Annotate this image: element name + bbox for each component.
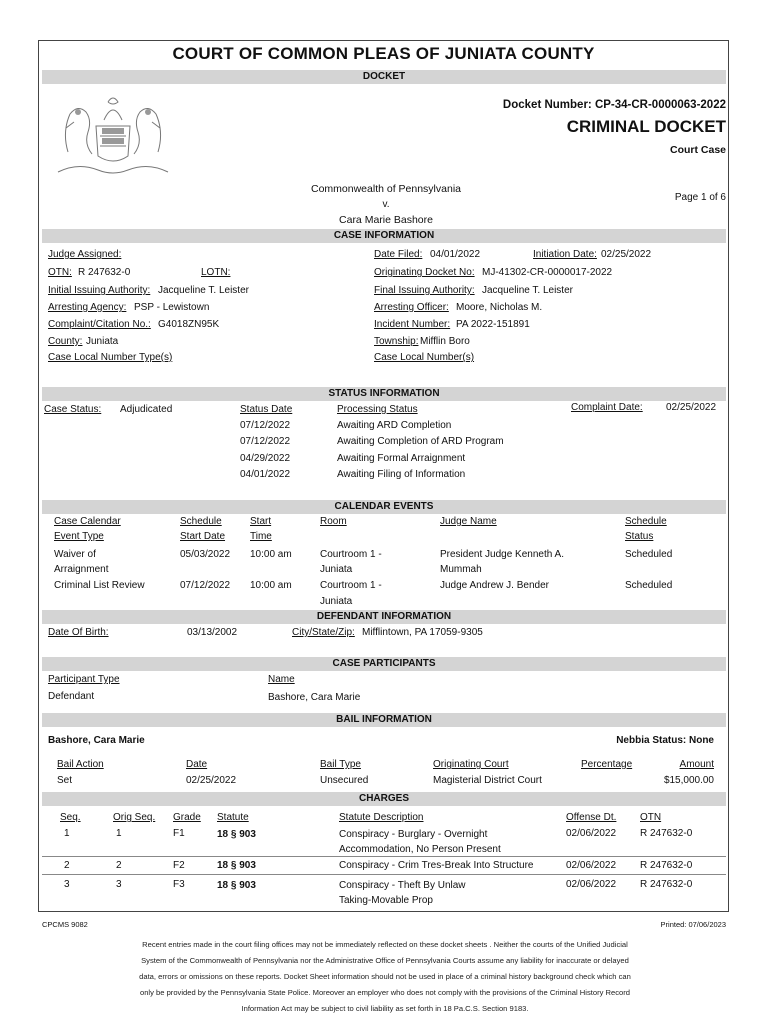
charge-offense-date: 02/06/2022 — [566, 828, 617, 839]
col-start-time: Time — [250, 531, 272, 542]
col-schedule-date: Start Date — [180, 531, 226, 542]
charge-description: Conspiracy - Burglary - Overnight — [339, 829, 488, 840]
col-start-time: Start — [250, 516, 272, 527]
disclaimer-line: System of the Commonwealth of Pennsylvania nor the Administrative Office of Pennsylvania Courts assume any liability for inaccurate or delayed — [141, 956, 629, 965]
page-info: Page 1 of 6 — [674, 192, 726, 203]
incident-number-label: Incident Number: — [374, 319, 451, 330]
disclaimer-line: Information Act may be subject to civil liability as set forth in 18 Pa.C.S. Section 9183. — [241, 1004, 529, 1013]
col-judge-name: Judge Name — [440, 516, 497, 527]
county: Juniata — [86, 336, 119, 347]
initiation-date-label: Initiation Date: — [533, 249, 597, 260]
charge-otn: R 247632-0 — [640, 860, 693, 871]
charge-statute: 18 § 903 — [217, 829, 256, 840]
city-state-zip-label: City/State/Zip: — [292, 627, 355, 638]
nebbia-status: Nebbia Status: None — [616, 735, 714, 746]
charge-description: Conspiracy - Crim Tres-Break Into Structure — [339, 860, 534, 871]
charge-grade: F2 — [173, 860, 185, 871]
charges-heading: CHARGES — [42, 792, 726, 806]
participant-type: Defendant — [48, 691, 95, 702]
participant-name: Bashore, Cara Marie — [268, 692, 361, 703]
initial-authority: Jacqueline T. Leister — [158, 285, 249, 296]
col-schedule-status: Schedule — [625, 516, 667, 527]
lotn-label: LOTN: — [201, 267, 231, 278]
participant-name-label: Name — [268, 674, 295, 685]
status-row-date: 07/12/2022 — [240, 436, 291, 447]
event-date: 07/12/2022 — [180, 580, 231, 591]
charge-statute: 18 § 903 — [217, 880, 256, 891]
bail-person: Bashore, Cara Marie — [48, 735, 145, 746]
final-authority-label: Final Issuing Authority: — [374, 285, 475, 296]
status-row-date: 04/01/2022 — [240, 469, 291, 480]
event-status: Scheduled — [625, 549, 673, 560]
status-row-text: Awaiting Completion of ARD Program — [337, 436, 504, 447]
arresting-agency: PSP - Lewistown — [134, 302, 210, 313]
case-participants-heading: CASE PARTICIPANTS — [42, 657, 726, 671]
col-schedule-date: Schedule — [180, 516, 222, 527]
township-label: Township: — [374, 336, 419, 347]
date-filed-label: Date Filed: — [374, 249, 423, 260]
event-room: Juniata — [320, 596, 353, 607]
disclaimer-line: only be provided by the Pennsylvania State Police. Moreover an employer who does not comply with the provisions of the Criminal History Record — [139, 988, 631, 997]
event-status: Scheduled — [625, 580, 673, 591]
initiation-date: 02/25/2022 — [601, 249, 652, 260]
status-row-text: Awaiting Formal Arraignment — [337, 453, 466, 464]
status-row-text: Awaiting Filing of Information — [337, 469, 466, 480]
charge-orig-seq: 2 — [116, 860, 122, 871]
bail-amount: $15,000.00 — [663, 775, 714, 786]
charge-statute: 18 § 903 — [217, 860, 256, 871]
event-type: Criminal List Review — [54, 580, 145, 591]
charge-orig-seq-label: Orig Seq. — [113, 812, 156, 823]
event-type: Arraignment — [54, 564, 109, 575]
court-title: COURT OF COMMON PLEAS OF JUNIATA COUNTY — [172, 44, 595, 63]
case-information-heading: CASE INFORMATION — [42, 229, 726, 243]
case-local-number-label: Case Local Number(s) — [374, 352, 475, 363]
township: Mifflin Boro — [420, 336, 470, 347]
charge-grade-label: Grade — [173, 812, 201, 823]
event-room: Courtroom 1 - — [320, 580, 382, 591]
final-authority: Jacqueline T. Leister — [482, 285, 573, 296]
status-row-date: 04/29/2022 — [240, 453, 291, 464]
charge-orig-seq: 1 — [116, 828, 122, 839]
event-time: 10:00 am — [250, 580, 292, 591]
arresting-officer: Moore, Nicholas M. — [456, 302, 543, 313]
bail-information-heading: BAIL INFORMATION — [42, 713, 726, 727]
docket-number: Docket Number: CP-34-CR-0000063-2022 — [502, 99, 726, 111]
case-status-label: Case Status: — [44, 404, 102, 415]
bail-action-label: Bail Action — [57, 759, 104, 770]
originating-court-label: Originating Court — [433, 759, 509, 770]
printed-date: Printed: 07/06/2023 — [660, 920, 726, 929]
date-filed: 04/01/2022 — [430, 249, 481, 260]
charge-otn-label: OTN — [640, 812, 662, 823]
status-row-text: Awaiting ARD Completion — [337, 420, 452, 431]
caption-defendant: Cara Marie Bashore — [339, 214, 433, 226]
event-type: Waiver of — [54, 549, 96, 560]
charge-offense-date-label: Offense Dt. — [566, 812, 617, 823]
charge-orig-seq: 3 — [116, 879, 122, 890]
status-information-heading: STATUS INFORMATION — [42, 387, 726, 401]
event-time: 10:00 am — [250, 549, 292, 560]
form-id: CPCMS 9082 — [42, 920, 88, 929]
charge-description: Conspiracy - Theft By Unlaw — [339, 880, 466, 891]
case-local-number-type-label: Case Local Number Type(s) — [48, 352, 173, 363]
otn-value: R 247632-0 — [78, 267, 131, 278]
bail-type-label: Bail Type — [320, 759, 361, 770]
bail-type: Unsecured — [320, 775, 369, 786]
arresting-officer-label: Arresting Officer: — [374, 302, 449, 313]
bail-action: Set — [57, 775, 73, 786]
defendant-information-heading: DEFENDANT INFORMATION — [42, 610, 726, 624]
event-judge: Mummah — [440, 564, 482, 575]
charge-seq: 1 — [64, 828, 70, 839]
dob-label: Date Of Birth: — [48, 627, 109, 638]
charge-seq: 3 — [64, 879, 70, 890]
complaint-number-label: Complaint/Citation No.: — [48, 319, 151, 330]
complaint-date-label: Complaint Date: — [571, 402, 643, 413]
disclaimer-line: data, errors or omissions on these reports. Docket Sheet information should not be used in place of a criminal history background check which can — [139, 972, 631, 981]
bail-date-label: Date — [186, 759, 208, 770]
case-status: Adjudicated — [120, 404, 173, 415]
charge-offense-date: 02/06/2022 — [566, 860, 617, 871]
docket-bar: DOCKET — [42, 70, 726, 84]
pennsylvania-seal-icon — [48, 92, 178, 178]
event-date: 05/03/2022 — [180, 549, 231, 560]
complaint-date: 02/25/2022 — [666, 402, 717, 413]
event-judge: Judge Andrew J. Bender — [440, 580, 549, 591]
charge-otn: R 247632-0 — [640, 828, 693, 839]
event-room: Courtroom 1 - — [320, 549, 382, 560]
processing-status-label: Processing Status — [337, 404, 418, 415]
city-state-zip: Mifflintown, PA 17059-9305 — [362, 627, 483, 638]
county-label: County: — [48, 336, 83, 347]
bail-amount-label: Amount — [679, 759, 714, 770]
bail-percentage-label: Percentage — [581, 759, 633, 770]
charge-otn: R 247632-0 — [640, 879, 693, 890]
arresting-agency-label: Arresting Agency: — [48, 302, 127, 313]
bail-date: 02/25/2022 — [186, 775, 237, 786]
charge-seq: 2 — [64, 860, 70, 871]
status-row-date: 07/12/2022 — [240, 420, 291, 431]
complaint-number: G4018ZN95K — [158, 319, 220, 330]
event-room: Juniata — [320, 564, 353, 575]
charge-statute-label: Statute — [217, 812, 249, 823]
calendar-events-heading: CALENDAR EVENTS — [42, 500, 726, 514]
originating-court: Magisterial District Court — [433, 775, 542, 786]
charge-description: Taking-Movable Prop — [339, 895, 433, 906]
charge-grade: F3 — [173, 879, 185, 890]
participant-type-label: Participant Type — [48, 674, 120, 685]
case-kind: Court Case — [669, 144, 726, 156]
charge-divider — [42, 856, 726, 857]
otn-label: OTN: — [48, 267, 72, 278]
charge-seq-label: Seq. — [60, 812, 81, 823]
initial-authority-label: Initial Issuing Authority: — [48, 285, 151, 296]
event-judge: President Judge Kenneth A. — [440, 549, 564, 560]
originating-docket-label: Originating Docket No: — [374, 267, 475, 278]
charge-description: Accommodation, No Person Present — [339, 844, 501, 855]
col-schedule-status: Status — [625, 531, 654, 542]
charge-description-label: Statute Description — [339, 812, 424, 823]
charge-offense-date: 02/06/2022 — [566, 879, 617, 890]
incident-number: PA 2022-151891 — [456, 319, 530, 330]
disclaimer-line: Recent entries made in the court filing offices may not be immediately reflected on these docket sheets . Neither the courts of the Unified Judicial — [142, 940, 628, 949]
caption-versus: v. — [382, 199, 390, 210]
docket-type: CRIMINAL DOCKET — [566, 117, 726, 136]
status-date-label: Status Date — [240, 404, 293, 415]
charge-divider — [42, 874, 726, 875]
col-event-type: Case Calendar — [54, 516, 121, 527]
disclaimer — [60, 937, 710, 1017]
originating-docket: MJ-41302-CR-0000017-2022 — [482, 267, 613, 278]
judge-assigned-label: Judge Assigned: — [48, 249, 122, 260]
charge-grade: F1 — [173, 828, 185, 839]
caption-plaintiff: Commonwealth of Pennsylvania — [311, 183, 461, 195]
dob: 03/13/2002 — [187, 627, 238, 638]
col-room: Room — [320, 516, 347, 527]
col-event-type: Event Type — [54, 531, 104, 542]
